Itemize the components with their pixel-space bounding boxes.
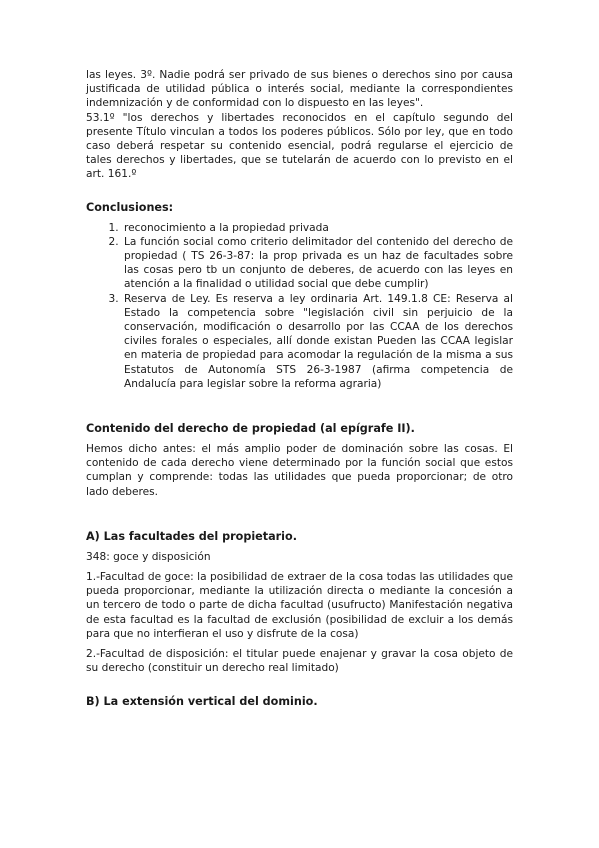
- facultades-paragraph-2: 1.-Facultad de goce: la posibilidad de extraer de la cosa todas las utilidades que pueda proporcionar, mediante la utilización directa o mediante la concesión a un tercero de todo o parte de dicha facultad (usufructo) Manifestación negativa de esta facultad es la facultad de exclusión (posibilidad de excluir a los demás para que no interfieran el uso y disfrute de la cosa): [86, 571, 513, 640]
- facultades-heading: A) Las facultades del propietario.: [86, 529, 297, 543]
- intro-paragraph-2: 53.1º "los derechos y libertades reconocidos en el capítulo segundo del presente Título vinculan a todos los poderes públicos. Sólo por ley, que en todo caso deberá respetar su contenido esencial, podrá regularse el ejercicio de tales derechos y libertades, que se tutelarán de acuerdo con lo previsto en el art. 161.º: [86, 111, 513, 181]
- facultades-paragraph-1: 348: goce y disposición: [86, 550, 211, 563]
- list-item: 3. Reserva de Ley. Es reserva a ley ordinaria Art. 149.1.8 CE: Reserva al Estado la competencia sobre "legislación civil sin perjuicio de la conservación, modificación o desarrollo por las CCAA de los derechos civiles forales o especiales, allí donde existan Pueden las CCAA legislar en materia de propiedad para acomodar la regulación de la misma a sus Estatutos de Autonomía STS 26-3-1987 (afirma competencia de Andalucía para legislar sobre la reforma agraria): [122, 292, 513, 391]
- conclusiones-heading: Conclusiones:: [86, 200, 174, 214]
- contenido-heading: Contenido del derecho de propiedad (al epígrafe II).: [86, 422, 415, 436]
- conclusiones-list: [86, 221, 513, 391]
- list-item: 1. reconocimiento a la propiedad privada: [122, 221, 513, 235]
- intro-paragraph-1: las leyes. 3º. Nadie podrá ser privado de sus bienes o derechos sino por causa justificada de utilidad pública o interés social, mediante la correspondientes indemnización y de conformidad con lo dispuesto en las leyes".: [86, 69, 513, 110]
- contenido-paragraph: Hemos dicho antes: el más amplio poder de dominación sobre las cosas. El contenido de cada derecho viene determinado por la función social que estos cumplan y comprende: todas las utilidades que pueda proporcionar; de otro lado deberes.: [86, 443, 513, 498]
- facultades-paragraph-3: 2.-Facultad de disposición: el titular puede enajenar y gravar la cosa objeto de su derecho (constituir un derecho real limitado): [86, 648, 513, 675]
- extension-heading: B) La extensión vertical del dominio.: [86, 694, 318, 708]
- list-item: 2. La función social como criterio delimitador del contenido del derecho de propiedad ( TS 26-3-87: la prop privada es un haz de facultades sobre las cosas pero tb un conjunto de deberes, de acuerdo con las leyes en atención a la finalidad o utilidad social que debe cumplir): [122, 235, 513, 292]
